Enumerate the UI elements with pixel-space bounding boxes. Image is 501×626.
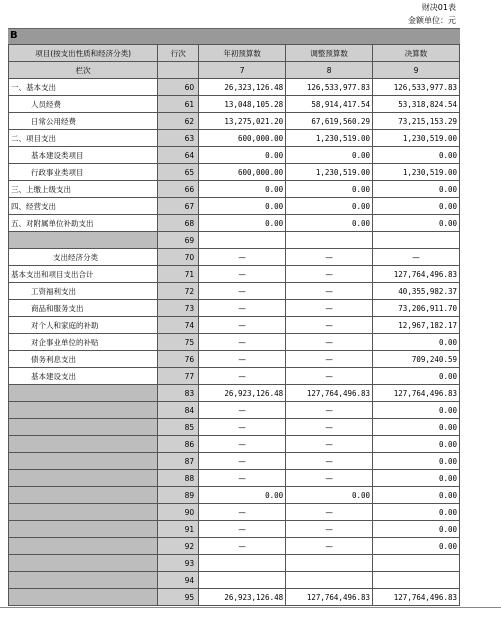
row-value-c7: — (199, 283, 286, 300)
row-value-c8: 127,764,496.83 (286, 385, 373, 402)
row-value-c9: 0.00 (373, 334, 460, 351)
table-row (9, 572, 460, 589)
row-value-c8: — (286, 249, 373, 266)
row-value-c9: 709,240.59 (373, 351, 460, 368)
row-label: 二、项目支出 (9, 130, 158, 147)
column-index-initial: 7 (199, 62, 286, 79)
row-value-c8: 0.00 (286, 215, 373, 232)
row-value-c7: 26,923,126.48 (199, 385, 286, 402)
row-value-c9: 73,215,153.29 (373, 113, 460, 130)
row-value-c7: 13,048,105.28 (199, 96, 286, 113)
row-line-number: 69 (158, 232, 199, 249)
column-index-final: 9 (373, 62, 460, 79)
row-label: 对个人和家庭的补助 (9, 317, 158, 334)
table-row (9, 147, 460, 164)
row-value-c8: — (286, 334, 373, 351)
row-line-number: 86 (158, 436, 199, 453)
row-line-number: 77 (158, 368, 199, 385)
row-value-c9 (373, 555, 460, 572)
row-label (9, 572, 158, 589)
row-line-number: 93 (158, 555, 199, 572)
row-label: 人员经费 (9, 96, 158, 113)
row-label (9, 504, 158, 521)
row-value-c8 (286, 572, 373, 589)
row-label: 工资福利支出 (9, 283, 158, 300)
table-row (9, 164, 460, 181)
row-value-c7 (199, 555, 286, 572)
row-value-c9: 0.00 (373, 402, 460, 419)
row-value-c8: — (286, 368, 373, 385)
table-row (9, 113, 460, 130)
row-value-c8: 1,230,519.00 (286, 164, 373, 181)
table-row (9, 487, 460, 504)
row-value-c8: — (286, 470, 373, 487)
row-value-c9: 0.00 (373, 147, 460, 164)
row-label (9, 419, 158, 436)
table-row (9, 283, 460, 300)
row-value-c7: 0.00 (199, 181, 286, 198)
row-line-number: 94 (158, 572, 199, 589)
title-fragment: B (10, 30, 18, 41)
row-value-c9: 127,764,496.83 (373, 266, 460, 283)
row-value-c9: 53,318,824.54 (373, 96, 460, 113)
row-label (9, 589, 158, 606)
row-value-c7: — (199, 249, 286, 266)
row-line-number: 63 (158, 130, 199, 147)
column-index-adjusted: 8 (286, 62, 373, 79)
row-value-c8: — (286, 453, 373, 470)
row-value-c7: 0.00 (199, 198, 286, 215)
row-value-c8: — (286, 521, 373, 538)
row-value-c8: 126,533,977.83 (286, 79, 373, 96)
row-value-c7: — (199, 419, 286, 436)
table-row (9, 521, 460, 538)
row-value-c9: 1,230,519.00 (373, 130, 460, 147)
unit-label: 金额单位：元 (408, 16, 456, 25)
row-value-c8: 0.00 (286, 487, 373, 504)
row-value-c7: — (199, 300, 286, 317)
row-value-c7: 0.00 (199, 147, 286, 164)
row-value-c7: — (199, 538, 286, 555)
row-value-c7: 26,323,126.48 (199, 79, 286, 96)
row-line-number: 66 (158, 181, 199, 198)
table-row (9, 555, 460, 572)
row-label: 行政事业类项目 (9, 164, 158, 181)
table-row (9, 300, 460, 317)
row-value-c7: — (199, 317, 286, 334)
row-value-c8 (286, 232, 373, 249)
row-value-c7: — (199, 521, 286, 538)
row-label (9, 232, 158, 249)
col-header-item: 项目(按支出性质和经济分类) (9, 45, 158, 62)
table-row (9, 130, 460, 147)
row-line-number: 91 (158, 521, 199, 538)
table-row (9, 419, 460, 436)
row-label: 债务利息支出 (9, 351, 158, 368)
table-row (9, 266, 460, 283)
row-line-number: 72 (158, 283, 199, 300)
column-index-line (158, 62, 199, 79)
row-label: 四、经营支出 (9, 198, 158, 215)
row-value-c9: 0.00 (373, 436, 460, 453)
row-value-c7: — (199, 402, 286, 419)
row-label: 对企事业单位的补贴 (9, 334, 158, 351)
table-row (9, 453, 460, 470)
row-value-c8: — (286, 436, 373, 453)
row-value-c8: — (286, 402, 373, 419)
row-label: 五、对附属单位补助支出 (9, 215, 158, 232)
row-label: 日常公用经费 (9, 113, 158, 130)
row-value-c7: 13,275,021.20 (199, 113, 286, 130)
row-label (9, 470, 158, 487)
row-line-number: 83 (158, 385, 199, 402)
row-line-number: 70 (158, 249, 199, 266)
table-row (9, 436, 460, 453)
row-value-c7: — (199, 266, 286, 283)
row-value-c8: — (286, 419, 373, 436)
row-value-c7: — (199, 436, 286, 453)
row-value-c9: 0.00 (373, 470, 460, 487)
row-label: 一、基本支出 (9, 79, 158, 96)
table-row (9, 368, 460, 385)
row-value-c8: — (286, 351, 373, 368)
row-line-number: 75 (158, 334, 199, 351)
row-value-c8: 0.00 (286, 181, 373, 198)
row-line-number: 89 (158, 487, 199, 504)
table-row (9, 198, 460, 215)
row-value-c9 (373, 572, 460, 589)
expenditure-table (8, 44, 460, 606)
row-line-number: 76 (158, 351, 199, 368)
row-line-number: 87 (158, 453, 199, 470)
row-value-c9: 0.00 (373, 521, 460, 538)
row-label: 基本支出和项目支出合计 (9, 266, 158, 283)
table-row (9, 538, 460, 555)
row-value-c7: 26,923,126.48 (199, 589, 286, 606)
row-line-number: 60 (158, 79, 199, 96)
row-value-c9: 0.00 (373, 419, 460, 436)
row-line-number: 62 (158, 113, 199, 130)
row-label (9, 538, 158, 555)
row-value-c8: 127,764,496.83 (286, 589, 373, 606)
header-row (9, 45, 460, 62)
row-value-c8: — (286, 266, 373, 283)
row-value-c9: 40,355,982.37 (373, 283, 460, 300)
row-value-c7: — (199, 470, 286, 487)
row-value-c7 (199, 572, 286, 589)
table-row (9, 470, 460, 487)
row-value-c8: 58,914,417.54 (286, 96, 373, 113)
row-value-c7: — (199, 504, 286, 521)
row-label (9, 385, 158, 402)
row-label: 基本建设类项目 (9, 147, 158, 164)
row-line-number: 64 (158, 147, 199, 164)
row-value-c8: — (286, 538, 373, 555)
table-row (9, 589, 460, 606)
row-value-c7: 600,000.00 (199, 164, 286, 181)
col-header-final: 决算数 (373, 45, 460, 62)
table-row (9, 385, 460, 402)
table-body (9, 79, 460, 606)
row-value-c9: 0.00 (373, 368, 460, 385)
row-value-c9: 127,764,496.83 (373, 385, 460, 402)
row-label: 支出经济分类 (9, 249, 158, 266)
col-header-line: 行次 (158, 45, 199, 62)
row-value-c9: 0.00 (373, 215, 460, 232)
row-line-number: 71 (158, 266, 199, 283)
row-value-c9: 1,230,519.00 (373, 164, 460, 181)
row-value-c7 (199, 232, 286, 249)
row-value-c9: 73,206,911.70 (373, 300, 460, 317)
row-value-c9: 126,533,977.83 (373, 79, 460, 96)
page-bottom-line (0, 607, 501, 608)
row-value-c8: 1,230,519.00 (286, 130, 373, 147)
table-row (9, 181, 460, 198)
table-row (9, 504, 460, 521)
row-value-c9: 0.00 (373, 504, 460, 521)
col-header-adjusted: 调整预算数 (286, 45, 373, 62)
title-bar (8, 28, 460, 44)
row-value-c9 (373, 232, 460, 249)
column-index-label: 栏次 (9, 62, 158, 79)
row-value-c8 (286, 555, 373, 572)
row-line-number: 74 (158, 317, 199, 334)
row-value-c9: 0.00 (373, 198, 460, 215)
col-header-initial: 年初预算数 (199, 45, 286, 62)
row-value-c7: 600,000.00 (199, 130, 286, 147)
row-line-number: 95 (158, 589, 199, 606)
row-value-c9: 127,764,496.83 (373, 589, 460, 606)
row-line-number: 90 (158, 504, 199, 521)
form-code: 财决01表 (421, 3, 456, 12)
table-row (9, 96, 460, 113)
column-index-row (9, 62, 460, 79)
row-value-c8: — (286, 300, 373, 317)
row-value-c9: 0.00 (373, 487, 460, 504)
row-label (9, 436, 158, 453)
row-line-number: 65 (158, 164, 199, 181)
row-line-number: 88 (158, 470, 199, 487)
row-line-number: 68 (158, 215, 199, 232)
row-label: 三、上缴上级支出 (9, 181, 158, 198)
row-value-c9: 12,967,182.17 (373, 317, 460, 334)
row-value-c7: — (199, 453, 286, 470)
row-label (9, 402, 158, 419)
row-value-c7: 0.00 (199, 215, 286, 232)
table-row (9, 79, 460, 96)
row-label (9, 555, 158, 572)
row-line-number: 73 (158, 300, 199, 317)
row-value-c8: — (286, 504, 373, 521)
row-value-c9: 0.00 (373, 538, 460, 555)
table-row (9, 317, 460, 334)
row-label (9, 487, 158, 504)
table-row (9, 334, 460, 351)
table-row (9, 351, 460, 368)
table-row (9, 232, 460, 249)
row-value-c8: — (286, 317, 373, 334)
row-line-number: 85 (158, 419, 199, 436)
row-label (9, 453, 158, 470)
row-value-c7: — (199, 334, 286, 351)
row-line-number: 84 (158, 402, 199, 419)
table-row (9, 215, 460, 232)
row-line-number: 67 (158, 198, 199, 215)
table-row (9, 249, 460, 266)
row-value-c7: 0.00 (199, 487, 286, 504)
row-label: 商品和服务支出 (9, 300, 158, 317)
row-line-number: 92 (158, 538, 199, 555)
table-row (9, 402, 460, 419)
row-value-c9: 0.00 (373, 453, 460, 470)
row-value-c9: 0.00 (373, 181, 460, 198)
row-value-c8: 67,619,560.29 (286, 113, 373, 130)
row-label: 基本建设支出 (9, 368, 158, 385)
row-value-c8: — (286, 283, 373, 300)
row-value-c9: — (373, 249, 460, 266)
row-value-c8: 0.00 (286, 147, 373, 164)
row-line-number: 61 (158, 96, 199, 113)
row-value-c7: — (199, 351, 286, 368)
row-value-c8: 0.00 (286, 198, 373, 215)
row-label (9, 521, 158, 538)
row-value-c7: — (199, 368, 286, 385)
